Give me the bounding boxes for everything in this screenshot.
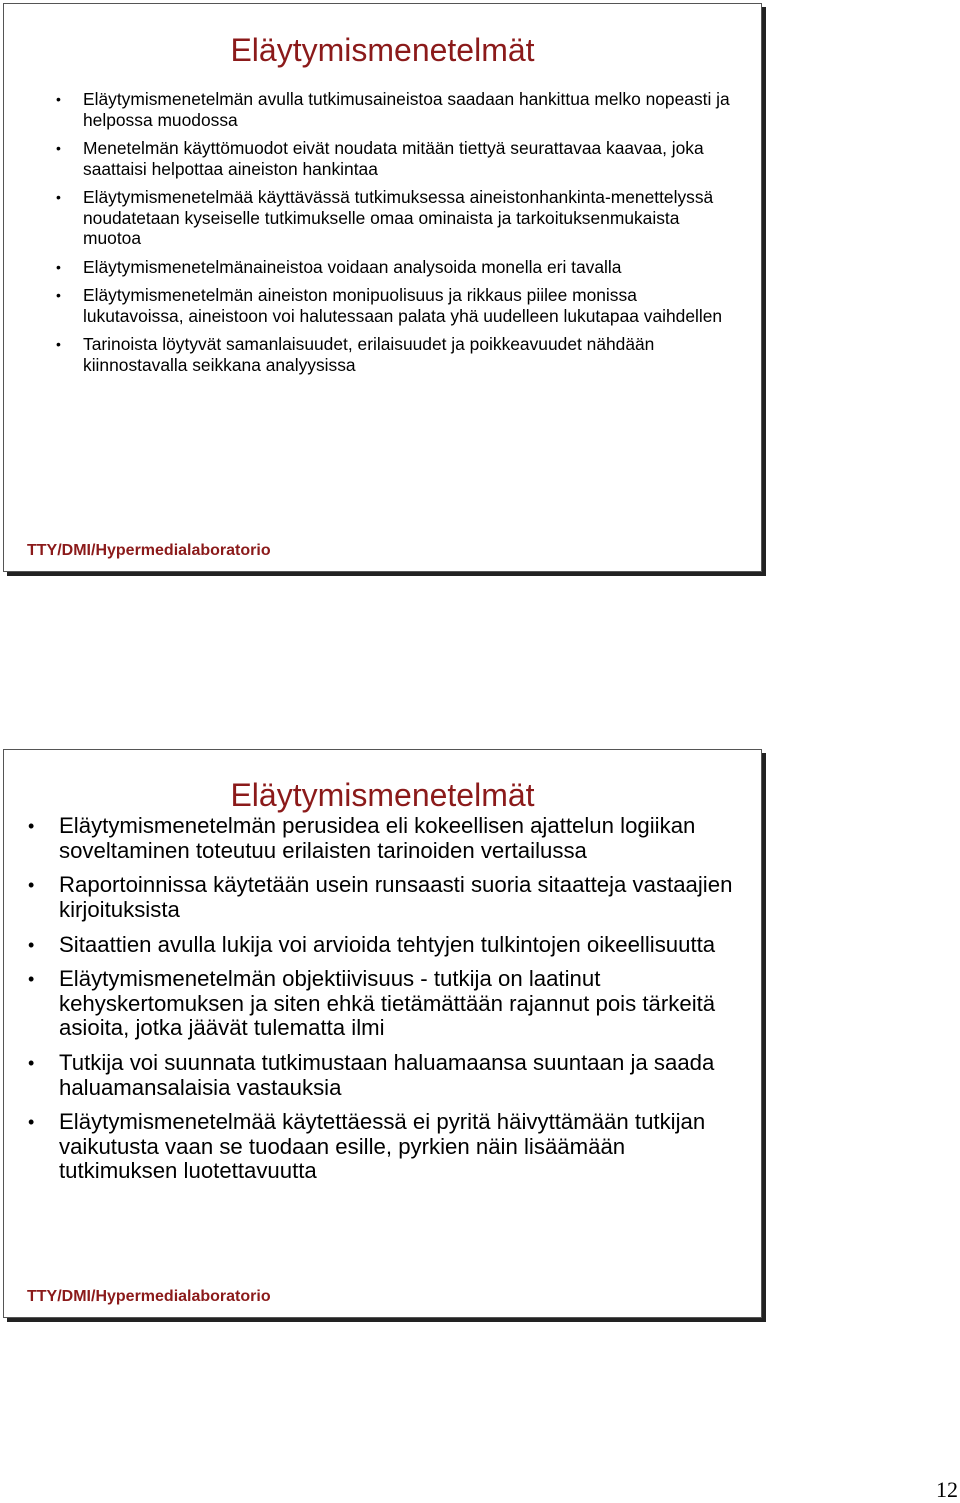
bullet-item: • Eläytymismenetelmän perusidea eli kokeellisen ajattelun logiikan soveltaminen toteutuu erilaisten tarinoiden vertailussa [59, 814, 739, 863]
page-number: 12 [936, 1477, 958, 1502]
bullet-item: • Eläytymismenetelmää käyttävässä tutkimuksessa aineistonhankinta-menettelyssä noudatetaan kyseiselle tutkimukselle omaa ominaista ja tarkoituksenmukaista muotoa [83, 187, 733, 249]
slide-title: Eläytymismenetelmät [230, 777, 535, 813]
bullet-list [83, 89, 733, 383]
bullet-item: • Sitaattien avulla lukija voi arvioida tehtyjen tulkintojen oikeellisuutta [59, 933, 739, 958]
bullet-item: • Tarinoista löytyvät samanlaisuudet, erilaisuudet ja poikkeavuudet nähdään kiinnostavalla seikkana analyysissa [83, 334, 733, 375]
slide-footer: TTY/DMI/Hypermedialaboratorio [27, 1288, 271, 1305]
bullet-list [59, 814, 739, 1194]
slide-title: Eläytymismenetelmät [230, 32, 535, 68]
slide-1 [3, 3, 762, 572]
slide-2 [3, 749, 762, 1318]
bullet-item: • Tutkija voi suunnata tutkimustaan haluamaansa suuntaan ja saada haluamansalaisia vastauksia [59, 1051, 739, 1100]
bullet-item: • Eläytymismenetelmänaineistoa voidaan analysoida monella eri tavalla [83, 257, 733, 278]
bullet-item: • Menetelmän käyttömuodot eivät noudata mitään tiettyä seurattavaa kaavaa, joka saattaisi helpottaa aineiston hankintaa [83, 138, 733, 179]
bullet-item: • Eläytymismenetelmää käytettäessä ei pyritä häivyttämään tutkijan vaikutusta vaan se tuodaan esille, pyrkien näin lisäämään tutkimuksen luotettavuutta [59, 1110, 739, 1184]
bullet-item: • Eläytymismenetelmän objektiivisuus - tutkija on laatinut kehyskertomuksen ja siten ehkä tietämättään rajannut pois tärkeitä asioita, jotka jäävät tulematta ilmi [59, 967, 739, 1041]
slide-footer: TTY/DMI/Hypermedialaboratorio [27, 542, 271, 559]
bullet-item: • Raportoinnissa käytetään usein runsaasti suoria sitaatteja vastaajien kirjoituksista [59, 873, 739, 922]
bullet-item: • Eläytymismenetelmän aineiston monipuolisuus ja rikkaus piilee monissa lukutavoissa, aineistoon voi halutessaan palata yhä uudelleen lukutapaa vaihdellen [83, 285, 733, 326]
bullet-item: • Eläytymismenetelmän avulla tutkimusaineistoa saadaan hankittua melko nopeasti ja helpossa muodossa [83, 89, 733, 130]
